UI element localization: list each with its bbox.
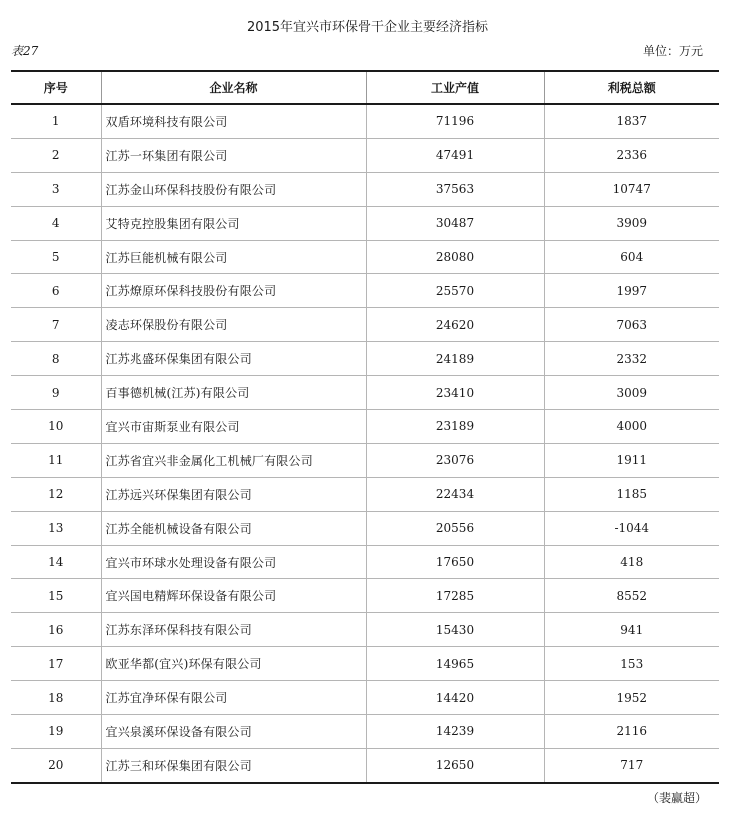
- cell-profit-tax: 153: [544, 647, 719, 681]
- unit-label: 单位：万元: [642, 44, 703, 58]
- cell-company-name: 艾特克控股集团有限公司: [101, 206, 366, 240]
- cell-company-name: 江苏巨能机械有限公司: [101, 240, 366, 274]
- cell-profit-tax: 418: [544, 545, 719, 579]
- cell-industrial-output: 47491: [366, 138, 544, 172]
- cell-industrial-output: 12650: [366, 748, 544, 782]
- cell-index: 20: [11, 748, 101, 782]
- cell-profit-tax: 2332: [544, 342, 719, 376]
- cell-company-name: 江苏三和环保集团有限公司: [101, 748, 366, 782]
- cell-index: 12: [11, 477, 101, 511]
- cell-index: 16: [11, 613, 101, 647]
- cell-company-name: 百事德机械(江苏)有限公司: [101, 376, 366, 410]
- header-company-name: 企业名称: [101, 71, 366, 104]
- cell-index: 5: [11, 240, 101, 274]
- cell-index: 4: [11, 206, 101, 240]
- table-row: [11, 308, 719, 342]
- page-title: 2015年宜兴市环保骨干企业主要经济指标: [246, 20, 489, 35]
- cell-company-name: 欧亚华都(宜兴)环保有限公司: [101, 647, 366, 681]
- cell-index: 15: [11, 579, 101, 613]
- table-row: [11, 274, 719, 308]
- cell-company-name: 宜兴泉溪环保设备有限公司: [101, 715, 366, 749]
- cell-industrial-output: 24189: [366, 342, 544, 376]
- cell-index: 2: [11, 138, 101, 172]
- cell-profit-tax: 2336: [544, 138, 719, 172]
- cell-company-name: 宜兴市环球水处理设备有限公司: [101, 545, 366, 579]
- cell-index: 13: [11, 511, 101, 545]
- table-row: [11, 240, 719, 274]
- table-row: [11, 172, 719, 206]
- cell-company-name: 宜兴市宙斯泵业有限公司: [101, 410, 366, 444]
- cell-industrial-output: 71196: [366, 104, 544, 138]
- cell-profit-tax: 4000: [544, 410, 719, 444]
- table-row: [11, 138, 719, 172]
- cell-profit-tax: 7063: [544, 308, 719, 342]
- author-note: （裴赢超）: [646, 791, 707, 805]
- header-index: 序号: [11, 71, 101, 104]
- cell-profit-tax: 3009: [544, 376, 719, 410]
- cell-industrial-output: 17285: [366, 579, 544, 613]
- cell-profit-tax: 717: [544, 748, 719, 782]
- cell-index: 19: [11, 715, 101, 749]
- cell-company-name: 江苏全能机械设备有限公司: [101, 511, 366, 545]
- cell-company-name: 江苏东泽环保科技有限公司: [101, 613, 366, 647]
- cell-index: 11: [11, 443, 101, 477]
- cell-index: 3: [11, 172, 101, 206]
- table-row: [11, 477, 719, 511]
- cell-index: 7: [11, 308, 101, 342]
- table-number: 表27: [11, 44, 39, 58]
- table-row: [11, 579, 719, 613]
- economic-indicators-table: [11, 70, 719, 784]
- table-row: [11, 410, 719, 444]
- cell-index: 1: [11, 104, 101, 138]
- cell-industrial-output: 23189: [366, 410, 544, 444]
- table-row: [11, 511, 719, 545]
- cell-company-name: 凌志环保股份有限公司: [101, 308, 366, 342]
- cell-profit-tax: 1952: [544, 681, 719, 715]
- cell-company-name: 江苏远兴环保集团有限公司: [101, 477, 366, 511]
- cell-company-name: 双盾环境科技有限公司: [101, 104, 366, 138]
- table-row: [11, 376, 719, 410]
- table-row: [11, 545, 719, 579]
- cell-industrial-output: 17650: [366, 545, 544, 579]
- cell-industrial-output: 15430: [366, 613, 544, 647]
- cell-company-name: 江苏一环集团有限公司: [101, 138, 366, 172]
- cell-industrial-output: 28080: [366, 240, 544, 274]
- cell-company-name: 江苏金山环保科技股份有限公司: [101, 172, 366, 206]
- cell-industrial-output: 14420: [366, 681, 544, 715]
- cell-company-name: 江苏宜净环保有限公司: [101, 681, 366, 715]
- header-profit-tax: 利税总额: [544, 71, 719, 104]
- cell-profit-tax: 1997: [544, 274, 719, 308]
- table-row: [11, 748, 719, 782]
- cell-profit-tax: 1185: [544, 477, 719, 511]
- cell-company-name: 江苏省宜兴非金属化工机械厂有限公司: [101, 443, 366, 477]
- cell-industrial-output: 14965: [366, 647, 544, 681]
- table-body: [11, 104, 719, 783]
- cell-profit-tax: 8552: [544, 579, 719, 613]
- table-row: [11, 715, 719, 749]
- table-header-row: [11, 71, 719, 104]
- cell-profit-tax: 941: [544, 613, 719, 647]
- cell-industrial-output: 23076: [366, 443, 544, 477]
- cell-industrial-output: 22434: [366, 477, 544, 511]
- cell-profit-tax: 10747: [544, 172, 719, 206]
- table-row: [11, 342, 719, 376]
- cell-company-name: 宜兴国电精辉环保设备有限公司: [101, 579, 366, 613]
- cell-profit-tax: 604: [544, 240, 719, 274]
- cell-company-name: 江苏燎原环保科技股份有限公司: [101, 274, 366, 308]
- header-industrial-output: 工业产值: [366, 71, 544, 104]
- table-row: [11, 104, 719, 138]
- cell-index: 17: [11, 647, 101, 681]
- cell-industrial-output: 23410: [366, 376, 544, 410]
- cell-profit-tax: 1837: [544, 104, 719, 138]
- cell-industrial-output: 20556: [366, 511, 544, 545]
- table-row: [11, 681, 719, 715]
- cell-industrial-output: 24620: [366, 308, 544, 342]
- cell-index: 10: [11, 410, 101, 444]
- cell-profit-tax: -1044: [544, 511, 719, 545]
- cell-industrial-output: 14239: [366, 715, 544, 749]
- cell-index: 18: [11, 681, 101, 715]
- table-row: [11, 647, 719, 681]
- cell-industrial-output: 37563: [366, 172, 544, 206]
- cell-index: 14: [11, 545, 101, 579]
- cell-industrial-output: 30487: [366, 206, 544, 240]
- cell-profit-tax: 2116: [544, 715, 719, 749]
- cell-company-name: 江苏兆盛环保集团有限公司: [101, 342, 366, 376]
- table-row: [11, 613, 719, 647]
- table-row: [11, 443, 719, 477]
- cell-profit-tax: 1911: [544, 443, 719, 477]
- cell-profit-tax: 3909: [544, 206, 719, 240]
- table-row: [11, 206, 719, 240]
- cell-index: 9: [11, 376, 101, 410]
- cell-index: 8: [11, 342, 101, 376]
- cell-index: 6: [11, 274, 101, 308]
- cell-industrial-output: 25570: [366, 274, 544, 308]
